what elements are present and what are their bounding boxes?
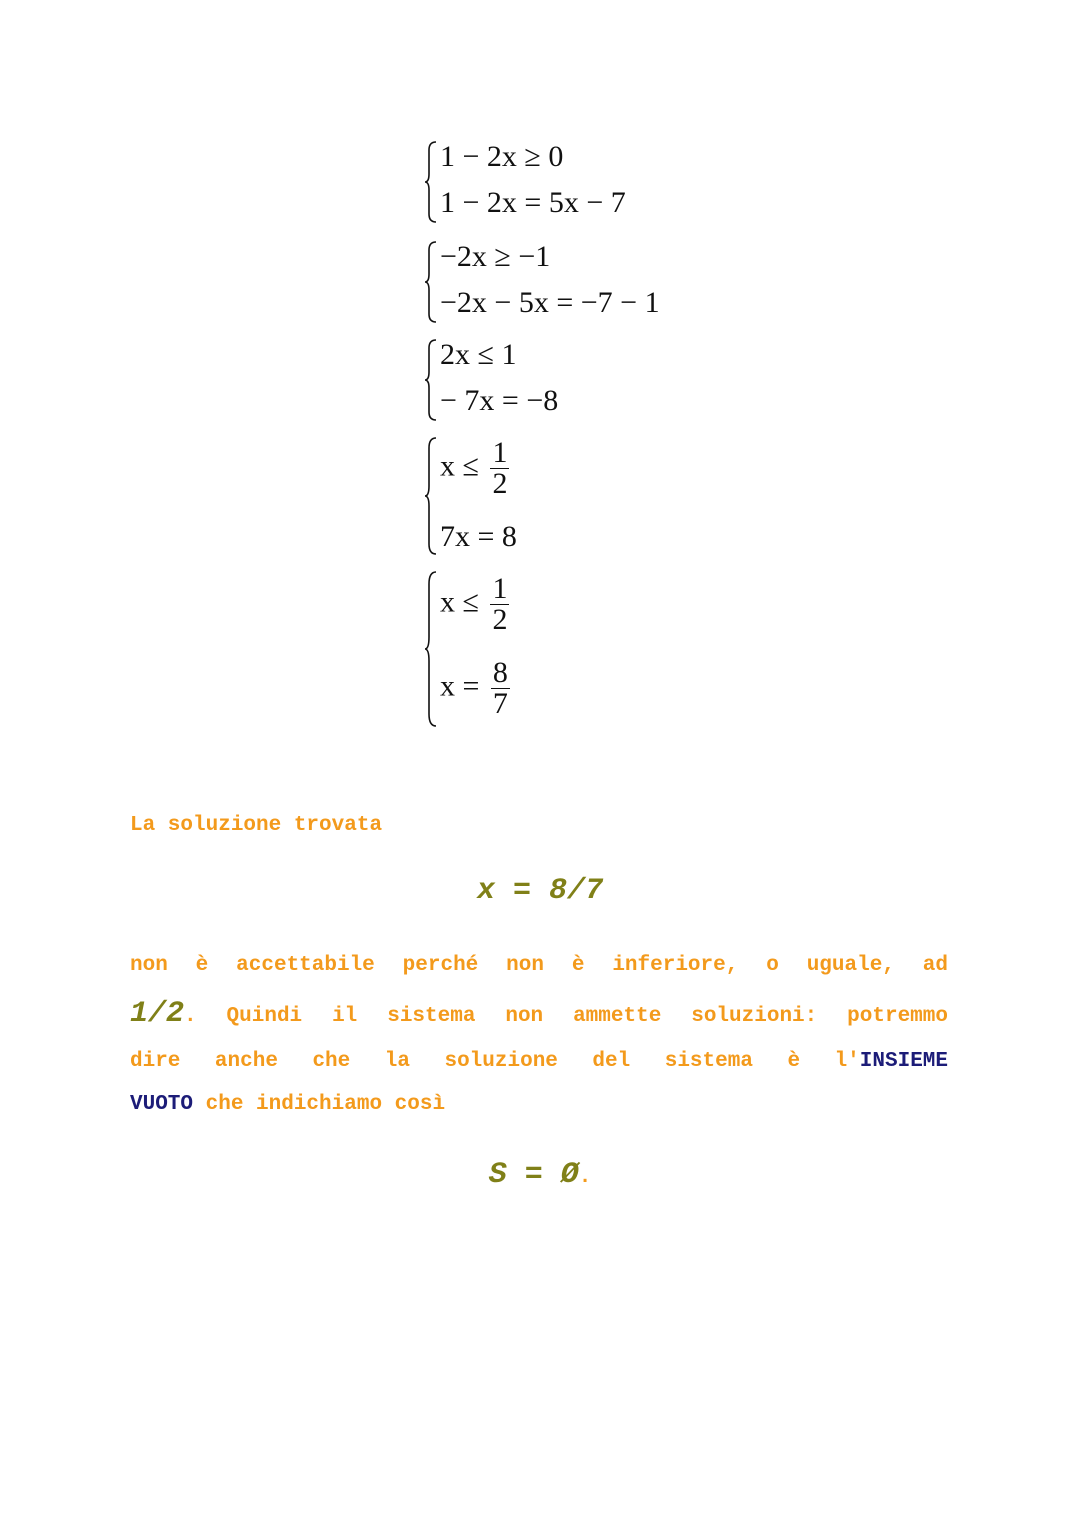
brace-icon xyxy=(424,240,438,324)
empty-set-formula: S = Ø xyxy=(488,1158,579,1192)
system-2-line-1: −2x ≥ −1 xyxy=(440,240,551,273)
system-5-line-1 xyxy=(440,574,509,635)
equation-system-2 xyxy=(424,240,744,324)
intro-text: La soluzione trovata xyxy=(130,814,383,837)
fraction-denominator: 7 xyxy=(492,687,508,720)
highlight-vuoto: VUOTO xyxy=(130,1093,194,1116)
equation-system-4 xyxy=(424,436,744,556)
empty-set-expression xyxy=(0,1158,1080,1192)
brace-icon xyxy=(424,436,438,556)
brace-icon xyxy=(424,140,438,224)
paragraph-line-3-text: dire anche che la soluzione del sistema è l' xyxy=(130,1050,860,1073)
paragraph-line-1: non è accettabile perché non è inferiore, o uguale, ad xyxy=(130,954,948,977)
system-1-line-2: 1 − 2x = 5x − 7 xyxy=(440,186,626,219)
brace-icon xyxy=(424,570,438,728)
system-5-line-2-lhs: x = xyxy=(440,669,480,703)
fraction-highlight: 1/2 xyxy=(130,997,185,1031)
equation-system-1 xyxy=(424,140,744,224)
system-3-line-1: 2x ≤ 1 xyxy=(440,338,517,371)
paragraph-line-4 xyxy=(130,1093,948,1116)
brace-icon xyxy=(424,338,438,422)
equation-system-5 xyxy=(424,570,744,728)
fraction-denominator: 2 xyxy=(492,603,508,636)
paragraph-line-2-rest: . Quindi il sistema non ammette soluzioni: potremmo xyxy=(184,1005,948,1028)
paragraph-line-2 xyxy=(130,994,948,1037)
fraction-numerator: 8 xyxy=(492,656,508,689)
system-1-line-1: 1 − 2x ≥ 0 xyxy=(440,140,564,173)
equation-system-3 xyxy=(424,338,744,422)
paragraph-line-3 xyxy=(130,1050,948,1073)
fraction xyxy=(491,658,510,719)
system-4-line-2: 7x = 8 xyxy=(440,520,517,553)
system-5-line-1-lhs: x ≤ xyxy=(440,585,479,619)
highlight-insieme: INSIEME xyxy=(859,1050,948,1073)
system-3-line-2: − 7x = −8 xyxy=(440,384,559,417)
fraction-numerator: 1 xyxy=(492,572,508,605)
fraction xyxy=(490,574,509,635)
solution-expression: x = 8/7 xyxy=(476,874,604,908)
system-4-line-1-lhs: x ≤ xyxy=(440,449,479,483)
system-4-line-1 xyxy=(440,438,509,499)
fraction-numerator: 1 xyxy=(492,436,508,469)
system-5-line-2 xyxy=(440,658,510,719)
system-2-line-2: −2x − 5x = −7 − 1 xyxy=(440,286,660,319)
final-period: . xyxy=(578,1166,592,1189)
paragraph-line-4-text: che indichiamo così xyxy=(193,1093,446,1116)
fraction-denominator: 2 xyxy=(492,467,508,500)
fraction xyxy=(490,438,509,499)
